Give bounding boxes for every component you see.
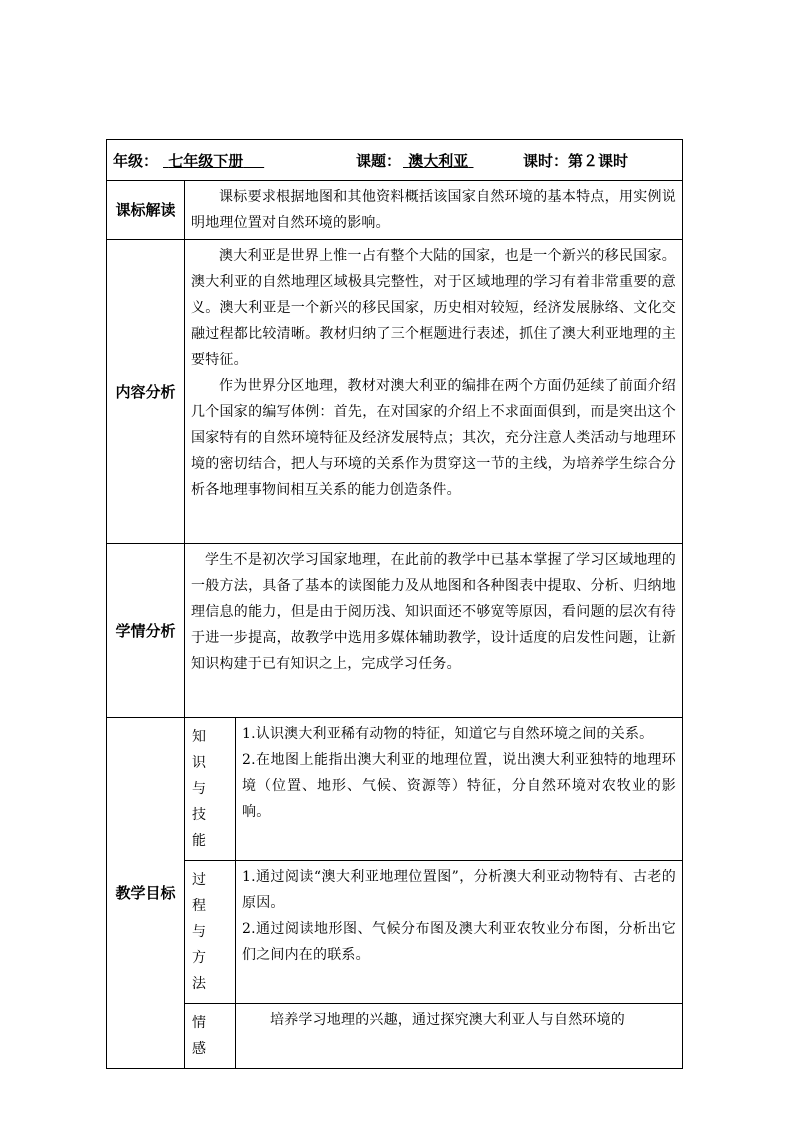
- content-label: 内容分析: [107, 240, 185, 544]
- content-paragraph: 作为世界分区地理，教材对澳大利亚的编排在两个方面仍延续了前面介绍几个国家的编写体例：首先，在对国家的介绍上不求面面俱到，而是突出这个国家特有的自然环境特征及经济发展特点；其次，充分注意人类活动与地理环境的密切结合，把人与环境的关系作为贯穿这一节的主线，为培养学生综合分析各地理事物间相互关系的能力创造条件。: [191, 378, 677, 498]
- list-item: 1.认识澳大利亚稀有动物的特征，知道它与自然环境之间的关系。: [242, 726, 654, 742]
- topic-value: 澳大利亚: [408, 152, 469, 170]
- process-text: [236, 861, 683, 1004]
- list-item: 2.通过阅读地形图、气候分布图及澳大利亚农牧业分布图，分析出它们之间内在的联系。: [242, 921, 677, 963]
- header-cell: [107, 140, 683, 181]
- content-text: [185, 240, 683, 544]
- grade-value: 七年级下册: [168, 152, 244, 170]
- learner-row: [107, 544, 683, 718]
- standard-label: 课标解读: [107, 181, 185, 240]
- process-row: [107, 861, 683, 1004]
- list-item: 2.在地图上能指出澳大利亚的地理位置，说出澳大利亚独特的地理环境（位置、地形、气候、资源等）特征，分自然环境对农牧业的影响。: [242, 752, 677, 820]
- list-item: 1.通过阅读“澳大利亚地理位置图”，分析澳大利亚动物特有、古老的原因。: [242, 869, 677, 911]
- standard-text: 课标要求根据地图和其他资料概括该国家自然环境的基本特点，用实例说明地理位置对自然环境的影响。: [185, 181, 683, 240]
- knowledge-text: [236, 718, 683, 861]
- content-row: [107, 240, 683, 544]
- emotion-row: [107, 1004, 683, 1069]
- topic-label: 课题：: [356, 152, 402, 170]
- content-paragraph: 澳大利亚是世界上惟一占有整个大陆的国家，也是一个新兴的移民国家。澳大利亚的自然地理区域极具完整性，对于区域地理的学习有着非常重要的意义。澳大利亚是一个新兴的移民国家，历史相对较短，经济发展脉络、文化交融过程都比较清晰。教材归纳了三个框题进行表述，抓住了澳大利亚地理的主要特征。: [191, 248, 677, 368]
- objectives-label: 教学目标: [107, 718, 185, 1069]
- knowledge-row: [107, 718, 683, 861]
- emotion-label: 情感: [185, 1004, 236, 1069]
- header-row: [107, 140, 683, 181]
- knowledge-label: 知识与技能: [185, 718, 236, 861]
- standard-row: [107, 181, 683, 240]
- learner-text: 学生不是初次学习国家地理，在此前的教学中已基本掌握了学习区域地理的一般方法，具备了基本的读图能力及从地图和各种图表中提取、分析、归纳地理信息的能力，但是由于阅历浅、知识面还不够宽等原因，看问题的层次有待于进一步提高，故教学中选用多媒体辅助教学，设计适度的启发性问题，让新知识构建于已有知识之上，完成学习任务。: [185, 544, 683, 718]
- learner-label: 学情分析: [107, 544, 185, 718]
- process-label: 过程与方法: [185, 861, 236, 1004]
- emotion-text: 培养学习地理的兴趣，通过探究澳大利亚人与自然环境的: [236, 1004, 683, 1069]
- lesson-plan-table: [106, 139, 683, 1069]
- grade-label: 年级：: [113, 152, 159, 170]
- period-text: 课时：第２课时: [523, 152, 629, 170]
